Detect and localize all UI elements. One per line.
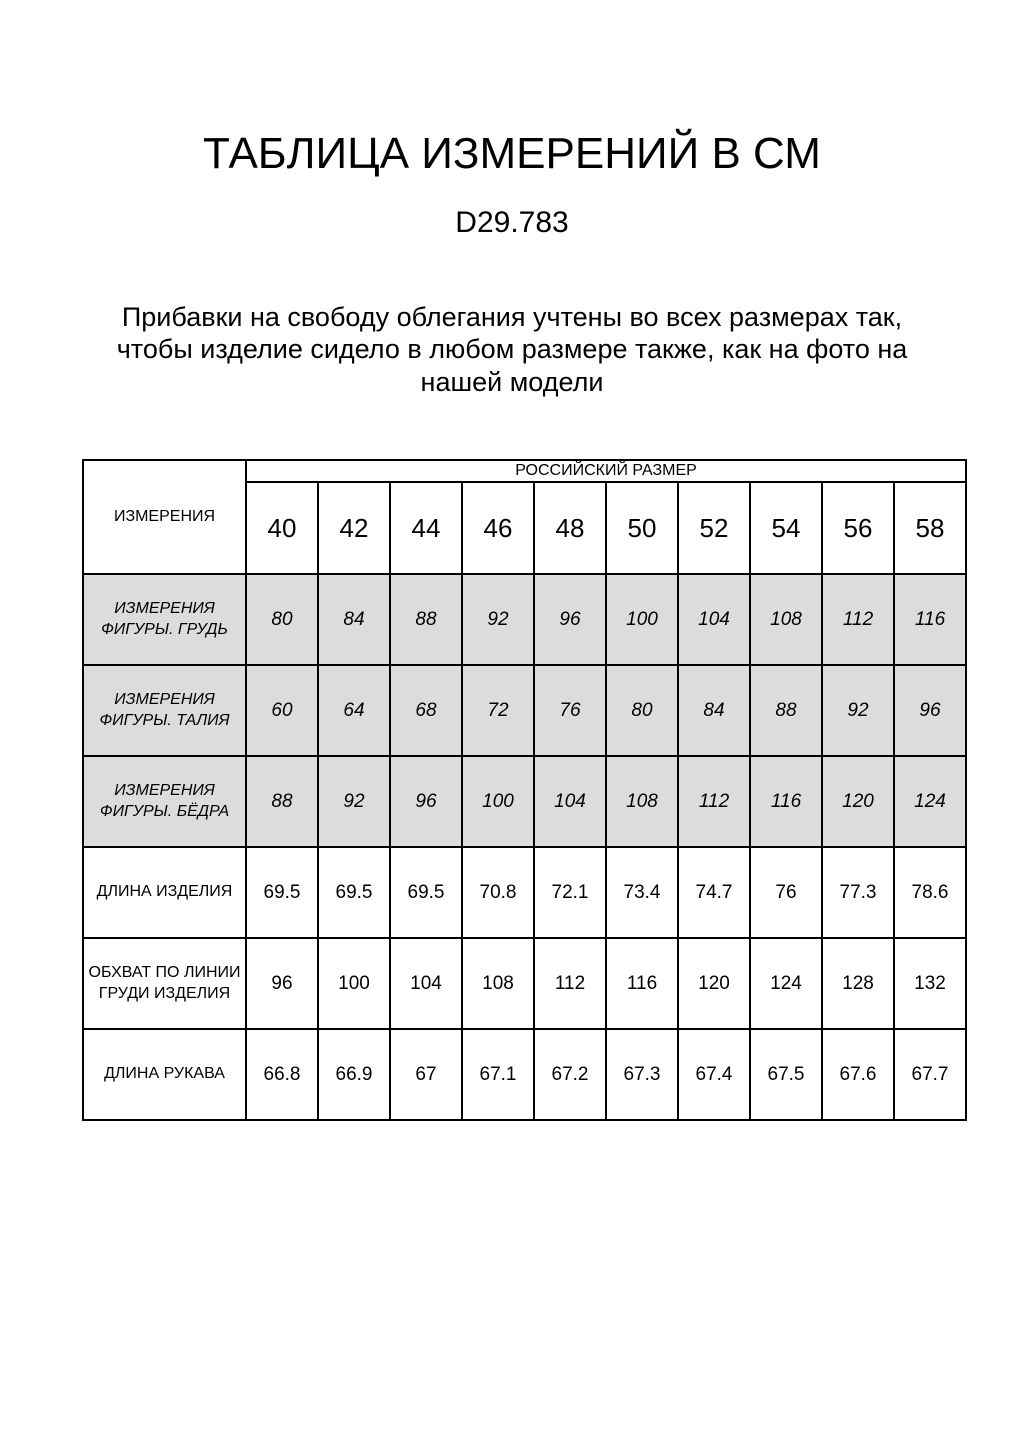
- table-row: [83, 1029, 966, 1120]
- value-cell: 84: [678, 665, 750, 756]
- value-cell: 74.7: [678, 847, 750, 938]
- value-cell: 112: [534, 938, 606, 1029]
- value-cell: 132: [894, 938, 966, 1029]
- value-cell: 66.8: [246, 1029, 318, 1120]
- value-cell: 64: [318, 665, 390, 756]
- measurements-corner-label: ИЗМЕРЕНИЯ: [83, 460, 246, 574]
- row-label: ИЗМЕРЕНИЯ ФИГУРЫ. ГРУДЬ: [83, 574, 246, 665]
- size-column-header: 44: [390, 482, 462, 574]
- value-cell: 128: [822, 938, 894, 1029]
- fit-note-text: Прибавки на свободу облегания учтены во всех размерах так, чтобы изделие сидело в любом размере также, как на фото на нашей модели: [116, 302, 908, 397]
- value-cell: 112: [822, 574, 894, 665]
- row-label: ДЛИНА РУКАВА: [83, 1029, 246, 1120]
- size-column-header: 54: [750, 482, 822, 574]
- value-cell: 92: [822, 665, 894, 756]
- table-row: [83, 665, 966, 756]
- size-column-header: 46: [462, 482, 534, 574]
- value-cell: 80: [246, 574, 318, 665]
- row-label: ИЗМЕРЕНИЯ ФИГУРЫ. БЁДРА: [83, 756, 246, 847]
- value-cell: 70.8: [462, 847, 534, 938]
- value-cell: 69.5: [390, 847, 462, 938]
- value-cell: 67.4: [678, 1029, 750, 1120]
- value-cell: 88: [246, 756, 318, 847]
- value-cell: 100: [606, 574, 678, 665]
- value-cell: 88: [390, 574, 462, 665]
- model-code: D29.783: [455, 206, 569, 239]
- value-cell: 67.6: [822, 1029, 894, 1120]
- value-cell: 108: [606, 756, 678, 847]
- value-cell: 67: [390, 1029, 462, 1120]
- value-cell: 116: [894, 574, 966, 665]
- size-column-header: 52: [678, 482, 750, 574]
- value-cell: 116: [750, 756, 822, 847]
- value-cell: 68: [390, 665, 462, 756]
- value-cell: 120: [822, 756, 894, 847]
- row-label: ДЛИНА ИЗДЕЛИЯ: [83, 847, 246, 938]
- size-column-header: 50: [606, 482, 678, 574]
- value-cell: 92: [318, 756, 390, 847]
- table-header: [83, 460, 966, 574]
- value-cell: 77.3: [822, 847, 894, 938]
- size-column-header: 42: [318, 482, 390, 574]
- size-column-header: 48: [534, 482, 606, 574]
- value-cell: 69.5: [246, 847, 318, 938]
- size-column-header: 56: [822, 482, 894, 574]
- value-cell: 76: [534, 665, 606, 756]
- value-cell: 104: [678, 574, 750, 665]
- value-cell: 100: [462, 756, 534, 847]
- value-cell: 84: [318, 574, 390, 665]
- value-cell: 96: [894, 665, 966, 756]
- value-cell: 92: [462, 574, 534, 665]
- value-cell: 104: [534, 756, 606, 847]
- value-cell: 120: [678, 938, 750, 1029]
- value-cell: 73.4: [606, 847, 678, 938]
- value-cell: 100: [318, 938, 390, 1029]
- value-cell: 72.1: [534, 847, 606, 938]
- value-cell: 96: [246, 938, 318, 1029]
- page-title: ТАБЛИЦА ИЗМЕРЕНИЙ В СМ: [203, 129, 821, 179]
- value-cell: 66.9: [318, 1029, 390, 1120]
- table-row: [83, 847, 966, 938]
- table-row: [83, 574, 966, 665]
- value-cell: 116: [606, 938, 678, 1029]
- size-column-header: 40: [246, 482, 318, 574]
- row-label: ИЗМЕРЕНИЯ ФИГУРЫ. ТАЛИЯ: [83, 665, 246, 756]
- value-cell: 108: [462, 938, 534, 1029]
- value-cell: 96: [534, 574, 606, 665]
- value-cell: 104: [390, 938, 462, 1029]
- size-column-header: 58: [894, 482, 966, 574]
- value-cell: 67.7: [894, 1029, 966, 1120]
- value-cell: 60: [246, 665, 318, 756]
- value-cell: 88: [750, 665, 822, 756]
- value-cell: 67.1: [462, 1029, 534, 1120]
- value-cell: 124: [894, 756, 966, 847]
- group-header-row: [83, 460, 966, 482]
- value-cell: 76: [750, 847, 822, 938]
- value-cell: 108: [750, 574, 822, 665]
- table-body: [83, 574, 966, 1120]
- value-cell: 72: [462, 665, 534, 756]
- value-cell: 69.5: [318, 847, 390, 938]
- value-cell: 67.5: [750, 1029, 822, 1120]
- value-cell: 96: [390, 756, 462, 847]
- value-cell: 78.6: [894, 847, 966, 938]
- row-label: ОБХВАТ ПО ЛИНИИ ГРУДИ ИЗДЕЛИЯ: [83, 938, 246, 1029]
- value-cell: 80: [606, 665, 678, 756]
- value-cell: 67.2: [534, 1029, 606, 1120]
- table-row: [83, 756, 966, 847]
- value-cell: 112: [678, 756, 750, 847]
- russian-size-group-header: РОССИЙСКИЙ РАЗМЕР: [246, 460, 966, 482]
- table-row: [83, 938, 966, 1029]
- value-cell: 124: [750, 938, 822, 1029]
- measurements-table: [82, 459, 967, 1121]
- value-cell: 67.3: [606, 1029, 678, 1120]
